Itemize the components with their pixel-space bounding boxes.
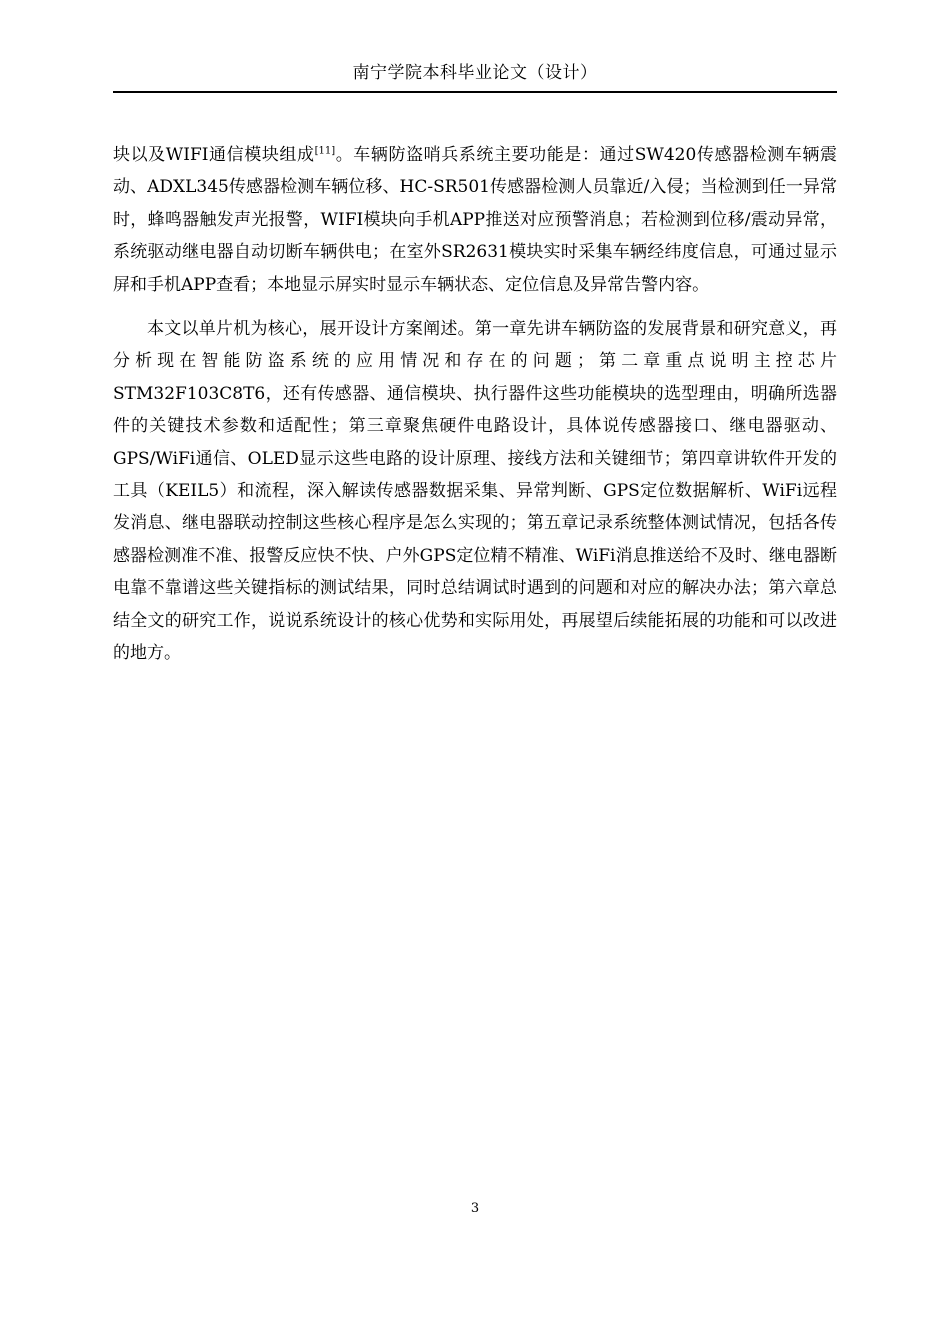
paragraph-text: 块以及WIFI通信模块组成 (113, 145, 315, 165)
header-rule (113, 91, 837, 93)
paragraph-thesis-structure: 本文以单片机为核心，展开设计方案阐述。第一章先讲车辆防盗的发展背景和研究意义，再分析现在智能防盗系统的应用情况和存在的问题；第二章重点说明主控芯片STM32F103C8T6，还有传感器、通信模块、执行器件这些功能模块的选型理由，明确所选器件的关键技术参数和适配性；第三章聚焦硬件电路设计，具体说传感器接口、继电器驱动、GPS/WiFi通信、OLED显示这些电路的设计原理、接线方法和关键细节；第四章讲软件开发的工具（KEIL5）和流程，深入解读传感器数据采集、异常判断、GPS定位数据解析、WiFi远程发消息、继电器联动控制这些核心程序是怎么实现的；第五章记录系统整体测试情况，包括各传感器检测准不准、报警反应快不快、户外GPS定位精不精准、WiFi消息推送给不及时、继电器断电靠不靠谱这些关键指标的测试结果，同时总结调试时遇到的问题和对应的解决办法；第六章总结全文的研究工作，说说系统设计的核心优势和实际用处，再展望后续能拓展的功能和可以改进的地方。 (113, 319, 837, 664)
paragraph-system-functions (113, 139, 837, 301)
body-text (113, 139, 837, 670)
page-number: 3 (470, 1201, 480, 1216)
running-header: 南宁学院本科毕业论文（设计） (352, 63, 598, 83)
citation-marker: [11] (314, 145, 336, 157)
paragraph-text: 。车辆防盗哨兵系统主要功能是：通过SW420传感器检测车辆震动、ADXL345传感器检测车辆位移、HC-SR501传感器检测人员靠近/入侵；当检测到任一异常时，蜂鸣器触发声光报警，WIFI模块向手机APP推送对应预警消息；若检测到位移/震动异常，系统驱动继电器自动切断车辆供电；在室外SR2631模块实时采集车辆经纬度信息，可通过显示屏和手机APP查看；本地显示屏实时显示车辆状态、定位信息及异常告警内容。 (113, 145, 837, 295)
